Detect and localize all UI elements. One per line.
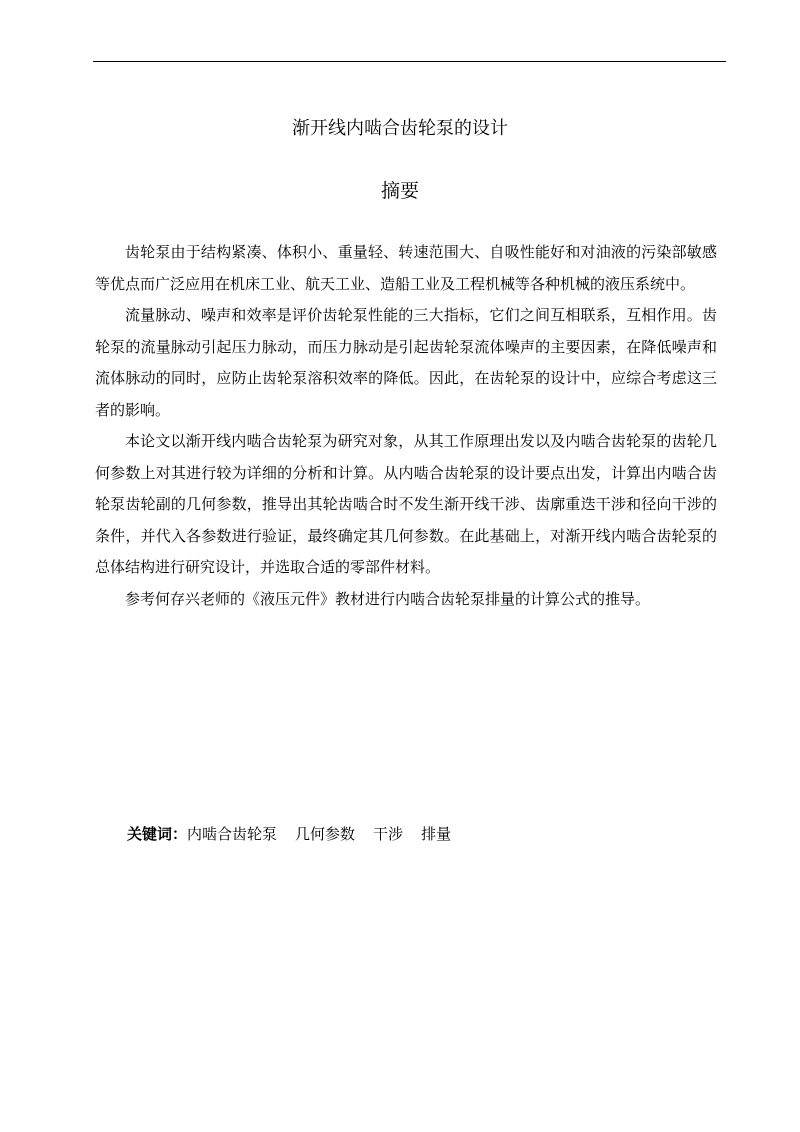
- abstract-paragraph: 齿轮泵由于结构紧凑、体积小、重量轻、转速范围大、自吸性能好和对油液的污染部敏感等优点而广泛应用在机床工业、航天工业、造船工业及工程机械等各种机械的液压系统中。: [95, 243, 717, 293]
- abstract-paragraph: 本论文以渐开线内啮合齿轮泵为研究对象，从其工作原理出发以及内啮合齿轮泵的齿轮几何参数上对其进行较为详细的分析和计算。从内啮合齿轮泵的设计要点出发，计算出内啮合齿轮泵齿轮副的几何参数，推导出其轮齿啮合时不发生渐开线干涉、齿廓重迭干涉和径向干涉的条件，并代入各参数进行验证，最终确定其几何参数。在此基础上，对渐开线内啮合齿轮泵的总体结构进行研究设计，并选取合适的零部件材料。: [95, 432, 717, 576]
- keywords-label: 关键词：: [127, 825, 188, 843]
- keyword: 内啮合齿轮泵: [187, 825, 278, 843]
- keyword: 几何参数: [295, 825, 356, 843]
- document-title: 渐开线内啮合齿轮泵的设计: [292, 118, 508, 139]
- header-rule: [93, 61, 726, 62]
- keyword: 干涉: [373, 825, 404, 843]
- abstract-paragraph: 参考何存兴老师的《液压元件》教材进行内啮合齿轮泵排量的计算公式的推导。: [125, 589, 651, 608]
- keyword: 排量: [421, 825, 452, 843]
- keywords-line: [127, 821, 451, 847]
- abstract-body: [95, 237, 717, 615]
- abstract-paragraph: 流量脉动、噪声和效率是评价齿轮泵性能的三大指标，它们之间互相联系，互相作用。齿轮泵的流量脉动引起压力脉动，而压力脉动是引起齿轮泵流体噪声的主要因素，在降低噪声和流体脉动的同时，应防止齿轮泵溶积效率的降低。因此，在齿轮泵的设计中，应综合考虑这三者的影响。: [95, 306, 717, 419]
- abstract-heading: 摘要: [380, 180, 419, 202]
